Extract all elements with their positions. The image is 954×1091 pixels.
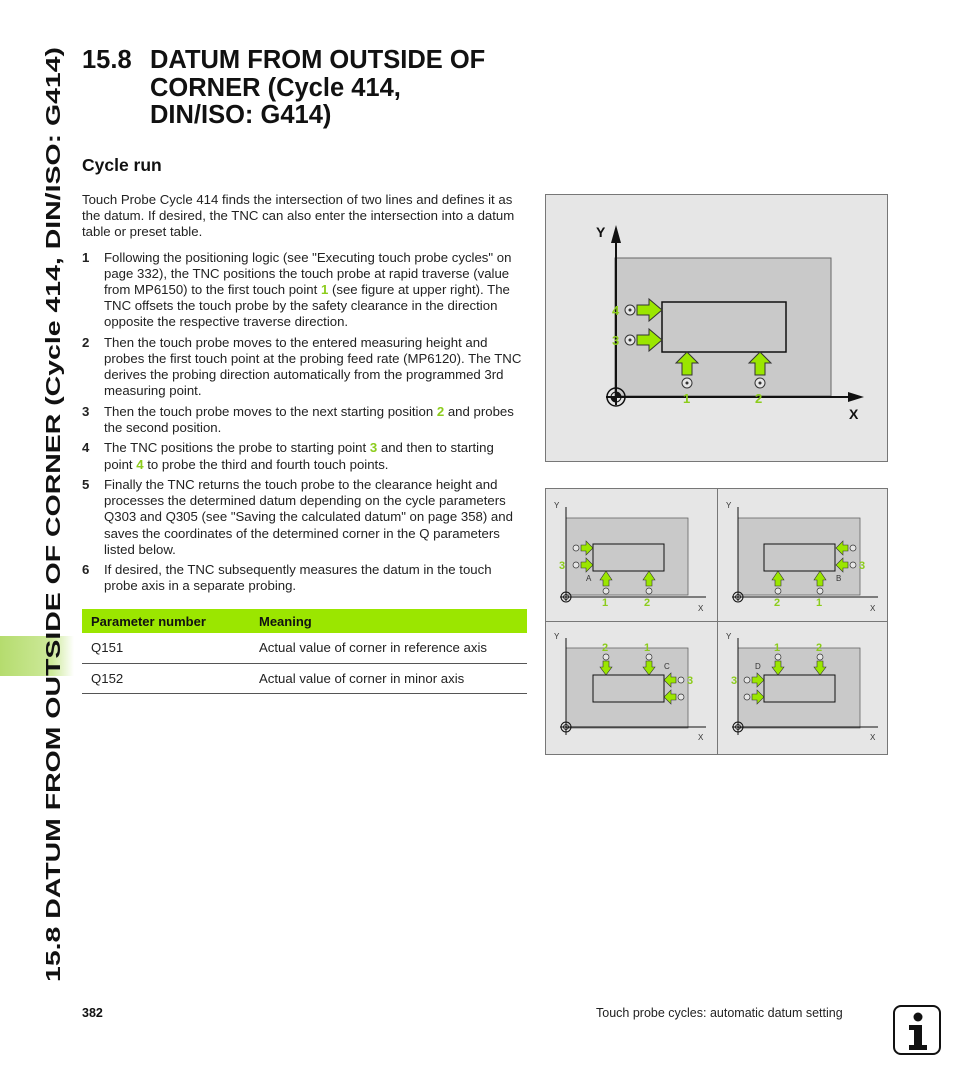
step-text: If desired, the TNC subsequently measures the datum in the touch probe axis in a separate probing.: [104, 562, 492, 594]
step-highlight: 3: [369, 440, 378, 456]
step-number: 4: [82, 440, 90, 456]
svg-text:3: 3: [559, 560, 566, 572]
figure-main-diagram: [545, 194, 888, 462]
svg-text:D: D: [755, 662, 761, 671]
svg-text:Y: Y: [554, 632, 560, 641]
step-text: Then the touch probe moves to the next starting position: [104, 403, 437, 419]
footer-section-title: Touch probe cycles: automatic datum setting: [596, 1006, 843, 1020]
svg-text:1: 1: [816, 597, 823, 609]
svg-text:Y: Y: [554, 501, 560, 510]
table-row: [82, 663, 527, 693]
sidebar-running-title-text: 15.8 DATUM FROM OUTSIDE OF CORNER (Cycle 414, DIN/ISO: G414): [43, 318, 65, 982]
y-axis-label: Y: [596, 224, 606, 240]
figure-corner-variants: [545, 488, 888, 755]
svg-text:2: 2: [602, 642, 609, 654]
page-number: 382: [82, 1006, 103, 1020]
table-header-parameter: Parameter number: [82, 609, 250, 633]
step-text: Following the positioning logic (see "Executing touch probe cycles" on page 332), the TNC positions the touch probe at rapid traverse (value from MP6150) to the first touch point: [104, 249, 512, 298]
section-title-line1: DATUM FROM OUTSIDE OF: [150, 46, 486, 74]
svg-text:2: 2: [816, 642, 823, 654]
step-number: 6: [82, 562, 90, 578]
panel-corner-a: [554, 501, 706, 613]
svg-text:1: 1: [774, 642, 781, 654]
table-header-meaning: Meaning: [250, 609, 527, 633]
step-3: [82, 404, 524, 436]
step-highlight: 2: [436, 403, 445, 419]
step-4: [82, 440, 524, 472]
step-2: [82, 335, 524, 400]
svg-text:A: A: [586, 574, 592, 583]
corner-block: [662, 302, 786, 352]
table-cell-parameter: Q152: [82, 663, 250, 693]
x-axis-label: X: [849, 406, 859, 422]
info-icon: [891, 1003, 943, 1057]
svg-text:X: X: [870, 733, 876, 742]
table-cell-meaning: Actual value of corner in minor axis: [250, 663, 527, 693]
svg-text:3: 3: [731, 675, 738, 687]
svg-text:C: C: [664, 662, 670, 671]
step-5: [82, 477, 524, 558]
table-header-row: [82, 609, 527, 633]
svg-text:X: X: [698, 733, 704, 742]
step-6: [82, 562, 524, 594]
x-axis-arrowhead: [848, 392, 864, 402]
step-highlight: 4: [136, 456, 144, 472]
point-label-3: 3: [612, 333, 620, 348]
sidebar-running-title: [0, 0, 74, 1000]
probe-point-3: [625, 335, 635, 345]
panel-corner-b: [726, 501, 878, 613]
step-text: Then the touch probe moves to the entered measuring height and probes the first touch point at the probing feed rate (MP6120). The TNC derives the probing direction automatically from the programmed 3rd measuring point.: [104, 334, 522, 399]
subheading-cycle-run: Cycle run: [82, 155, 162, 175]
step-number: 2: [82, 334, 90, 350]
svg-text:2: 2: [774, 597, 781, 609]
table-cell-meaning: Actual value of corner in reference axis: [250, 633, 527, 663]
body-text: [82, 192, 524, 599]
probe-point-4: [625, 305, 635, 315]
step-text: The TNC positions the probe to starting point: [104, 440, 370, 456]
panel-corner-c: [554, 632, 706, 742]
panel-corner-d: [726, 632, 878, 742]
step-text: and then to starting point: [104, 440, 494, 472]
step-1: [82, 250, 524, 331]
svg-text:1: 1: [602, 597, 609, 609]
section-number: 15.8: [82, 46, 132, 74]
point-label-1: 1: [683, 391, 691, 406]
step-text: (see figure at upper right). The TNC offsets the touch probe by the safety clearance in the direction opposite the respective traverse direction.: [104, 282, 510, 330]
section-title-line3: DIN/ISO: G414): [150, 101, 332, 129]
svg-text:B: B: [836, 574, 842, 583]
step-text: and probes the second position.: [104, 403, 514, 436]
step-number: 1: [82, 249, 90, 265]
step-text: Finally the TNC returns the touch probe to the clearance height and processes the determined datum depending on the cycle parameters Q303 and Q305 (see "Saving the calculated datum" on page 358) and saves the coordinates of the determined corner in the Q parameters listed below.: [104, 477, 513, 557]
section-title-line2: CORNER (Cycle 414,: [150, 73, 401, 102]
svg-text:X: X: [698, 604, 704, 613]
point-label-4: 4: [612, 303, 620, 318]
step-number: 3: [82, 403, 90, 419]
probe-point-1: [682, 378, 692, 388]
point-label-2: 2: [755, 391, 763, 406]
y-axis-arrowhead: [611, 225, 621, 243]
svg-text:1: 1: [644, 642, 651, 654]
svg-text:Y: Y: [726, 632, 732, 641]
step-highlight: 1: [320, 282, 329, 298]
parameter-table: [82, 609, 527, 694]
table-cell-parameter: Q151: [82, 633, 250, 663]
svg-text:3: 3: [859, 560, 866, 572]
probe-point-2: [755, 378, 765, 388]
svg-text:2: 2: [644, 597, 651, 609]
svg-text:X: X: [870, 604, 876, 613]
step-text: to probe the third and fourth touch points.: [143, 456, 389, 472]
intro-paragraph: Touch Probe Cycle 414 finds the intersection of two lines and defines it as the datum. If desired, the TNC can also enter the intersection into a datum table or preset table.: [82, 192, 515, 240]
svg-text:3: 3: [687, 675, 694, 687]
table-row: [82, 633, 527, 663]
step-number: 5: [82, 477, 90, 492]
svg-text:Y: Y: [726, 501, 732, 510]
